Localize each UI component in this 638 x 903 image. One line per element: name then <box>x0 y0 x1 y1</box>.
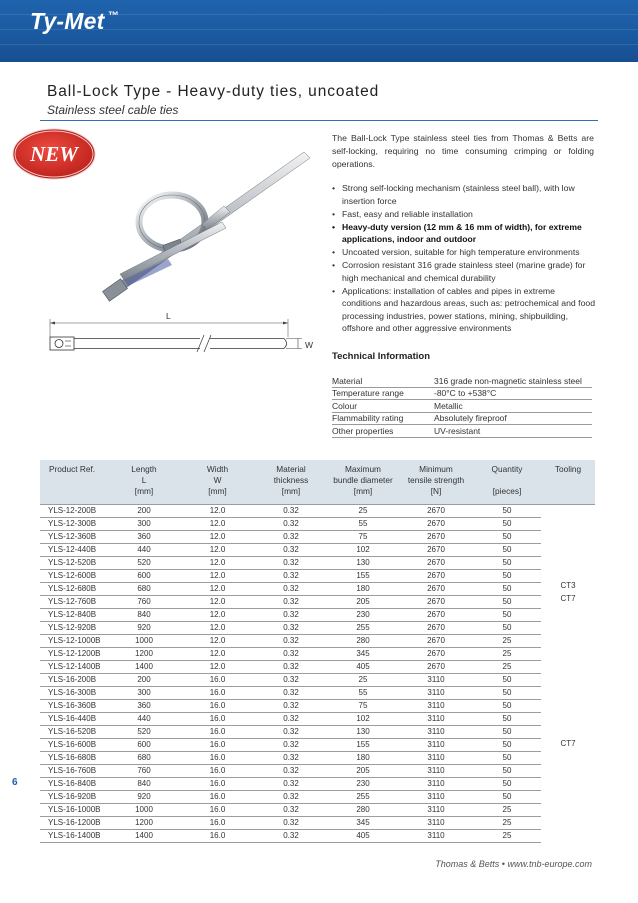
table-cell: 50 <box>473 751 541 764</box>
table-cell: 50 <box>473 582 541 595</box>
table-cell: YLS-16-1400B <box>40 829 108 842</box>
table-cell: 12.0 <box>180 582 255 595</box>
table-cell: 920 <box>108 621 180 634</box>
table-cell: 3110 <box>399 829 473 842</box>
table-cell: 0.32 <box>255 647 327 660</box>
table-cell: 12.0 <box>180 595 255 608</box>
table-cell: 840 <box>108 777 180 790</box>
table-cell: 25 <box>327 504 399 517</box>
table-cell: 25 <box>473 816 541 829</box>
table-row <box>40 816 595 829</box>
table-row <box>40 738 595 751</box>
table-cell: 3110 <box>399 673 473 686</box>
table-cell: 155 <box>327 569 399 582</box>
table-row <box>40 608 595 621</box>
table-cell: 2670 <box>399 647 473 660</box>
page-title: Ball-Lock Type - Heavy-duty ties, uncoated <box>47 83 380 100</box>
table-cell: 50 <box>473 738 541 751</box>
table-cell: 205 <box>327 595 399 608</box>
table-cell: 50 <box>473 686 541 699</box>
table-cell: 12.0 <box>180 608 255 621</box>
table-cell: 180 <box>327 751 399 764</box>
table-cell: 102 <box>327 543 399 556</box>
table-row <box>40 582 595 595</box>
table-cell: 3110 <box>399 816 473 829</box>
bullet-icon: • <box>332 183 336 193</box>
table-cell: 345 <box>327 647 399 660</box>
table-cell: 55 <box>327 517 399 530</box>
column-header <box>108 460 180 504</box>
table-row <box>40 660 595 673</box>
table-cell: 12.0 <box>180 634 255 647</box>
table-cell: 1000 <box>108 803 180 816</box>
table-cell: 0.32 <box>255 582 327 595</box>
title-rule <box>40 120 598 121</box>
brand-logo <box>30 8 119 35</box>
table-cell: 55 <box>327 686 399 699</box>
column-header-line: [mm] <box>353 486 373 496</box>
table-cell: 0.32 <box>255 595 327 608</box>
technical-row <box>332 375 592 388</box>
feature-list <box>332 182 596 335</box>
table-cell: 180 <box>327 582 399 595</box>
table-cell: 3110 <box>399 686 473 699</box>
table-cell: 200 <box>108 673 180 686</box>
technical-heading: Technical Information <box>332 351 431 362</box>
table-cell: 3110 <box>399 777 473 790</box>
tooling-value: CT3 <box>560 580 576 590</box>
footer: Thomas & Betts • www.tnb-europe.com <box>435 859 592 869</box>
table-cell: 130 <box>327 556 399 569</box>
table-cell: YLS-12-760B <box>40 595 108 608</box>
column-header <box>180 460 255 504</box>
column-header-line: Product Ref. <box>49 464 96 474</box>
table-cell: 1400 <box>108 829 180 842</box>
table-cell: 405 <box>327 660 399 673</box>
technical-row <box>332 388 592 401</box>
table-cell: 2670 <box>399 517 473 530</box>
table-row <box>40 556 595 569</box>
technical-value: Metallic <box>434 400 463 411</box>
table-cell: 255 <box>327 790 399 803</box>
table-cell: 12.0 <box>180 556 255 569</box>
tooling-cell <box>541 504 595 673</box>
table-cell: 16.0 <box>180 777 255 790</box>
table-cell: YLS-12-680B <box>40 582 108 595</box>
table-cell: 0.32 <box>255 712 327 725</box>
table-cell: 840 <box>108 608 180 621</box>
column-header-line: Quantity <box>491 464 523 474</box>
table-cell: 50 <box>473 673 541 686</box>
table-row <box>40 647 595 660</box>
table-cell: 50 <box>473 764 541 777</box>
table-cell: 760 <box>108 764 180 777</box>
column-header-line: W <box>213 475 222 485</box>
table-cell: 405 <box>327 829 399 842</box>
table-cell: 12.0 <box>180 504 255 517</box>
column-header-line: Material <box>276 464 306 474</box>
column-header-line: [mm] <box>134 486 154 496</box>
technical-row <box>332 413 592 426</box>
table-cell: YLS-16-840B <box>40 777 108 790</box>
column-header-line <box>473 475 541 486</box>
table-cell: 1200 <box>108 647 180 660</box>
column-header-line: thickness <box>273 475 309 485</box>
feature-text: Heavy-duty version (12 mm & 16 mm of width), for extreme applications, indoor and outdoor <box>342 221 582 244</box>
table-row <box>40 699 595 712</box>
product-table <box>40 460 595 843</box>
column-header-line: bundle diameter <box>333 475 393 485</box>
table-cell: 12.0 <box>180 543 255 556</box>
column-header-line: [mm] <box>281 486 301 496</box>
table-cell: 600 <box>108 569 180 582</box>
table-cell: 440 <box>108 712 180 725</box>
table-cell: YLS-16-1200B <box>40 816 108 829</box>
table-cell: 0.32 <box>255 608 327 621</box>
tooling-value: CT7 <box>560 593 576 603</box>
technical-label: Colour <box>332 400 358 411</box>
table-cell: 0.32 <box>255 790 327 803</box>
table-cell: 0.32 <box>255 777 327 790</box>
table-cell: 25 <box>473 803 541 816</box>
column-header-line: tensile strength <box>407 475 465 485</box>
table-cell: 16.0 <box>180 712 255 725</box>
table-cell: 75 <box>327 530 399 543</box>
table-cell: 50 <box>473 595 541 608</box>
table-cell: YLS-12-360B <box>40 530 108 543</box>
table-cell: 50 <box>473 569 541 582</box>
table-cell: 920 <box>108 790 180 803</box>
column-header <box>473 460 541 504</box>
bullet-icon: • <box>332 221 336 232</box>
technical-value: -80°C to +538°C <box>434 388 497 399</box>
table-cell: 50 <box>473 608 541 621</box>
table-row <box>40 543 595 556</box>
table-cell: 155 <box>327 738 399 751</box>
feature-text: Corrosion resistant 316 grade stainless steel (marine grade) for high mechanical and chemical durability <box>342 260 586 283</box>
table-cell: 0.32 <box>255 725 327 738</box>
table-row <box>40 803 595 816</box>
table-cell: 600 <box>108 738 180 751</box>
table-cell: 3110 <box>399 712 473 725</box>
technical-value: 316 grade non-magnetic stainless steel <box>434 375 582 386</box>
table-cell: 130 <box>327 725 399 738</box>
table-cell: 1000 <box>108 634 180 647</box>
technical-label: Temperature range <box>332 388 404 399</box>
brand-trademark: ™ <box>107 10 119 22</box>
table-cell: YLS-16-680B <box>40 751 108 764</box>
column-header <box>327 460 399 504</box>
table-cell: 16.0 <box>180 699 255 712</box>
table-cell: 360 <box>108 530 180 543</box>
table-cell: 16.0 <box>180 673 255 686</box>
table-cell: 25 <box>473 829 541 842</box>
feature-item <box>332 285 596 335</box>
column-header-line: [mm] <box>208 486 227 496</box>
table-cell: 360 <box>108 699 180 712</box>
table-row <box>40 686 595 699</box>
table-row <box>40 569 595 582</box>
product-image <box>12 124 322 324</box>
column-header-line: [N] <box>430 486 442 496</box>
table-cell: 3110 <box>399 738 473 751</box>
table-cell: YLS-16-300B <box>40 686 108 699</box>
table-cell: 50 <box>473 517 541 530</box>
column-header-line: L <box>141 475 147 485</box>
table-cell: YLS-12-920B <box>40 621 108 634</box>
table-cell: 2670 <box>399 582 473 595</box>
table-row <box>40 712 595 725</box>
table-cell: YLS-16-520B <box>40 725 108 738</box>
column-header <box>541 460 595 504</box>
table-cell: 16.0 <box>180 738 255 751</box>
table-row <box>40 829 595 842</box>
table-cell: 0.32 <box>255 543 327 556</box>
table-cell: 25 <box>473 634 541 647</box>
table-cell: 1400 <box>108 660 180 673</box>
feature-text: Uncoated version, suitable for high temperature environments <box>342 247 580 257</box>
table-cell: 75 <box>327 699 399 712</box>
table-row <box>40 725 595 738</box>
feature-item <box>332 208 596 221</box>
table-cell: 3110 <box>399 699 473 712</box>
table-cell: 16.0 <box>180 816 255 829</box>
table-row <box>40 790 595 803</box>
table-cell: 50 <box>473 712 541 725</box>
table-cell: 50 <box>473 699 541 712</box>
table-row <box>40 777 595 790</box>
table-cell: 0.32 <box>255 829 327 842</box>
technical-label: Flammability rating <box>332 413 404 424</box>
column-header-line: Tooling <box>554 464 582 474</box>
table-cell: YLS-12-200B <box>40 504 108 517</box>
table-cell: YLS-12-1400B <box>40 660 108 673</box>
table-cell: 3110 <box>399 764 473 777</box>
technical-row <box>332 400 592 413</box>
table-cell: 12.0 <box>180 530 255 543</box>
technical-table <box>332 375 592 438</box>
table-cell: 50 <box>473 543 541 556</box>
table-cell: 25 <box>327 673 399 686</box>
bullet-icon: • <box>332 247 336 257</box>
table-cell: 50 <box>473 790 541 803</box>
table-cell: 255 <box>327 621 399 634</box>
column-header-line: Maximum <box>345 464 381 474</box>
length-label: L <box>166 311 171 321</box>
bullet-icon: • <box>332 208 336 219</box>
table-cell: 2670 <box>399 634 473 647</box>
technical-value: Absolutely fireproof <box>434 413 507 424</box>
table-cell: YLS-12-840B <box>40 608 108 621</box>
table-cell: 50 <box>473 777 541 790</box>
bullet-icon: • <box>332 260 336 270</box>
table-cell: 25 <box>473 660 541 673</box>
table-cell: YLS-16-200B <box>40 673 108 686</box>
table-cell: 50 <box>473 556 541 569</box>
table-cell: 0.32 <box>255 686 327 699</box>
table-cell: YLS-16-1000B <box>40 803 108 816</box>
column-header <box>399 460 473 504</box>
table-cell: 345 <box>327 816 399 829</box>
table-cell: 0.32 <box>255 530 327 543</box>
table-row <box>40 504 595 517</box>
table-cell: 2670 <box>399 543 473 556</box>
table-cell: 16.0 <box>180 764 255 777</box>
table-row <box>40 751 595 764</box>
brand-name: Ty-Met <box>30 8 105 34</box>
table-cell: 680 <box>108 751 180 764</box>
table-cell: 200 <box>108 504 180 517</box>
table-cell: 50 <box>473 504 541 517</box>
table-cell: 12.0 <box>180 660 255 673</box>
table-cell: YLS-16-760B <box>40 764 108 777</box>
table-cell: 760 <box>108 595 180 608</box>
table-row <box>40 595 595 608</box>
table-row <box>40 634 595 647</box>
feature-text: Fast, easy and reliable installation <box>342 208 473 219</box>
bullet-icon: • <box>332 285 336 296</box>
feature-text: Applications: installation of cables and pipes in extreme conditions and hazardous areas, such as: petrochemical and food processing industries, power stations, mining, shipbuilding, offshore and other aggressive environments <box>342 285 596 333</box>
table-cell: 16.0 <box>180 803 255 816</box>
table-row <box>40 621 595 634</box>
table-cell: 16.0 <box>180 725 255 738</box>
table-cell: 300 <box>108 686 180 699</box>
table-cell: 2670 <box>399 556 473 569</box>
table-cell: 16.0 <box>180 686 255 699</box>
table-cell: 230 <box>327 608 399 621</box>
table-cell: 25 <box>473 647 541 660</box>
table-cell: 280 <box>327 634 399 647</box>
table-cell: 680 <box>108 582 180 595</box>
table-row <box>40 530 595 543</box>
technical-label: Other properties <box>332 425 394 436</box>
table-cell: 2670 <box>399 608 473 621</box>
table-cell: 0.32 <box>255 803 327 816</box>
feature-item <box>332 221 596 246</box>
table-cell: 12.0 <box>180 621 255 634</box>
table-cell: YLS-12-300B <box>40 517 108 530</box>
table-cell: 2670 <box>399 621 473 634</box>
table-cell: 2670 <box>399 595 473 608</box>
table-cell: 300 <box>108 517 180 530</box>
tooling-value: CT7 <box>560 739 576 748</box>
table-cell: YLS-16-600B <box>40 738 108 751</box>
column-header-line: Width <box>206 464 229 474</box>
page-number: 6 <box>12 777 18 788</box>
table-cell: 102 <box>327 712 399 725</box>
table-cell: 3110 <box>399 803 473 816</box>
dimension-drawing <box>40 305 320 365</box>
table-cell: 0.32 <box>255 816 327 829</box>
new-badge <box>14 130 94 178</box>
new-badge-text: NEW <box>30 142 78 166</box>
feature-text: Strong self-locking mechanism (stainless steel ball), with low insertion force <box>342 183 575 206</box>
table-cell: 16.0 <box>180 829 255 842</box>
tooling-cell <box>541 673 595 842</box>
column-header <box>255 460 327 504</box>
table-cell: 0.32 <box>255 660 327 673</box>
table-cell: YLS-12-1200B <box>40 647 108 660</box>
table-cell: 0.32 <box>255 738 327 751</box>
table-cell: 16.0 <box>180 751 255 764</box>
table-cell: 0.32 <box>255 621 327 634</box>
technical-value: UV-resistant <box>434 425 481 436</box>
table-cell: 2670 <box>399 504 473 517</box>
table-cell: 2670 <box>399 530 473 543</box>
table-cell: 1200 <box>108 816 180 829</box>
intro-paragraph: The Ball-Lock Type stainless steel ties from Thomas & Betts are self-locking, requiring no time consuming crimping or folding operations. <box>332 133 594 169</box>
table-cell: 50 <box>473 530 541 543</box>
table-cell: 3110 <box>399 725 473 738</box>
column-header-line: Length <box>131 464 157 474</box>
column-header <box>40 460 108 504</box>
table-cell: 0.32 <box>255 569 327 582</box>
table-cell: 12.0 <box>180 647 255 660</box>
table-cell: 0.32 <box>255 673 327 686</box>
table-cell: 16.0 <box>180 790 255 803</box>
table-cell: 0.32 <box>255 504 327 517</box>
table-cell: 0.32 <box>255 556 327 569</box>
table-cell: 12.0 <box>180 517 255 530</box>
table-cell: YLS-16-360B <box>40 699 108 712</box>
table-cell: 3110 <box>399 790 473 803</box>
technical-label: Material <box>332 375 363 386</box>
table-cell: 0.32 <box>255 764 327 777</box>
table-cell: YLS-16-920B <box>40 790 108 803</box>
table-cell: 520 <box>108 725 180 738</box>
table-cell: 0.32 <box>255 699 327 712</box>
feature-item <box>332 246 596 259</box>
table-row <box>40 673 595 686</box>
table-cell: YLS-12-600B <box>40 569 108 582</box>
table-cell: YLS-16-440B <box>40 712 108 725</box>
width-label: W <box>305 340 314 350</box>
table-cell: 0.32 <box>255 517 327 530</box>
table-cell: 230 <box>327 777 399 790</box>
column-header-line: [pieces] <box>492 486 522 496</box>
column-header-line: Minimum <box>419 464 453 474</box>
feature-item <box>332 182 596 207</box>
table-cell: 2670 <box>399 660 473 673</box>
table-cell: 50 <box>473 621 541 634</box>
table-cell: 3110 <box>399 751 473 764</box>
table-cell: 2670 <box>399 569 473 582</box>
header-band <box>0 0 638 62</box>
table-cell: 205 <box>327 764 399 777</box>
table-row <box>40 517 595 530</box>
table-cell: 0.32 <box>255 634 327 647</box>
feature-item <box>332 259 596 284</box>
table-cell: 50 <box>473 725 541 738</box>
page-subtitle: Stainless steel cable ties <box>47 103 179 117</box>
technical-row <box>332 425 592 438</box>
table-row <box>40 764 595 777</box>
table-cell: YLS-12-440B <box>40 543 108 556</box>
table-cell: YLS-12-1000B <box>40 634 108 647</box>
table-cell: 440 <box>108 543 180 556</box>
table-cell: YLS-12-520B <box>40 556 108 569</box>
table-cell: 0.32 <box>255 751 327 764</box>
table-cell: 280 <box>327 803 399 816</box>
table-cell: 520 <box>108 556 180 569</box>
table-cell: 12.0 <box>180 569 255 582</box>
